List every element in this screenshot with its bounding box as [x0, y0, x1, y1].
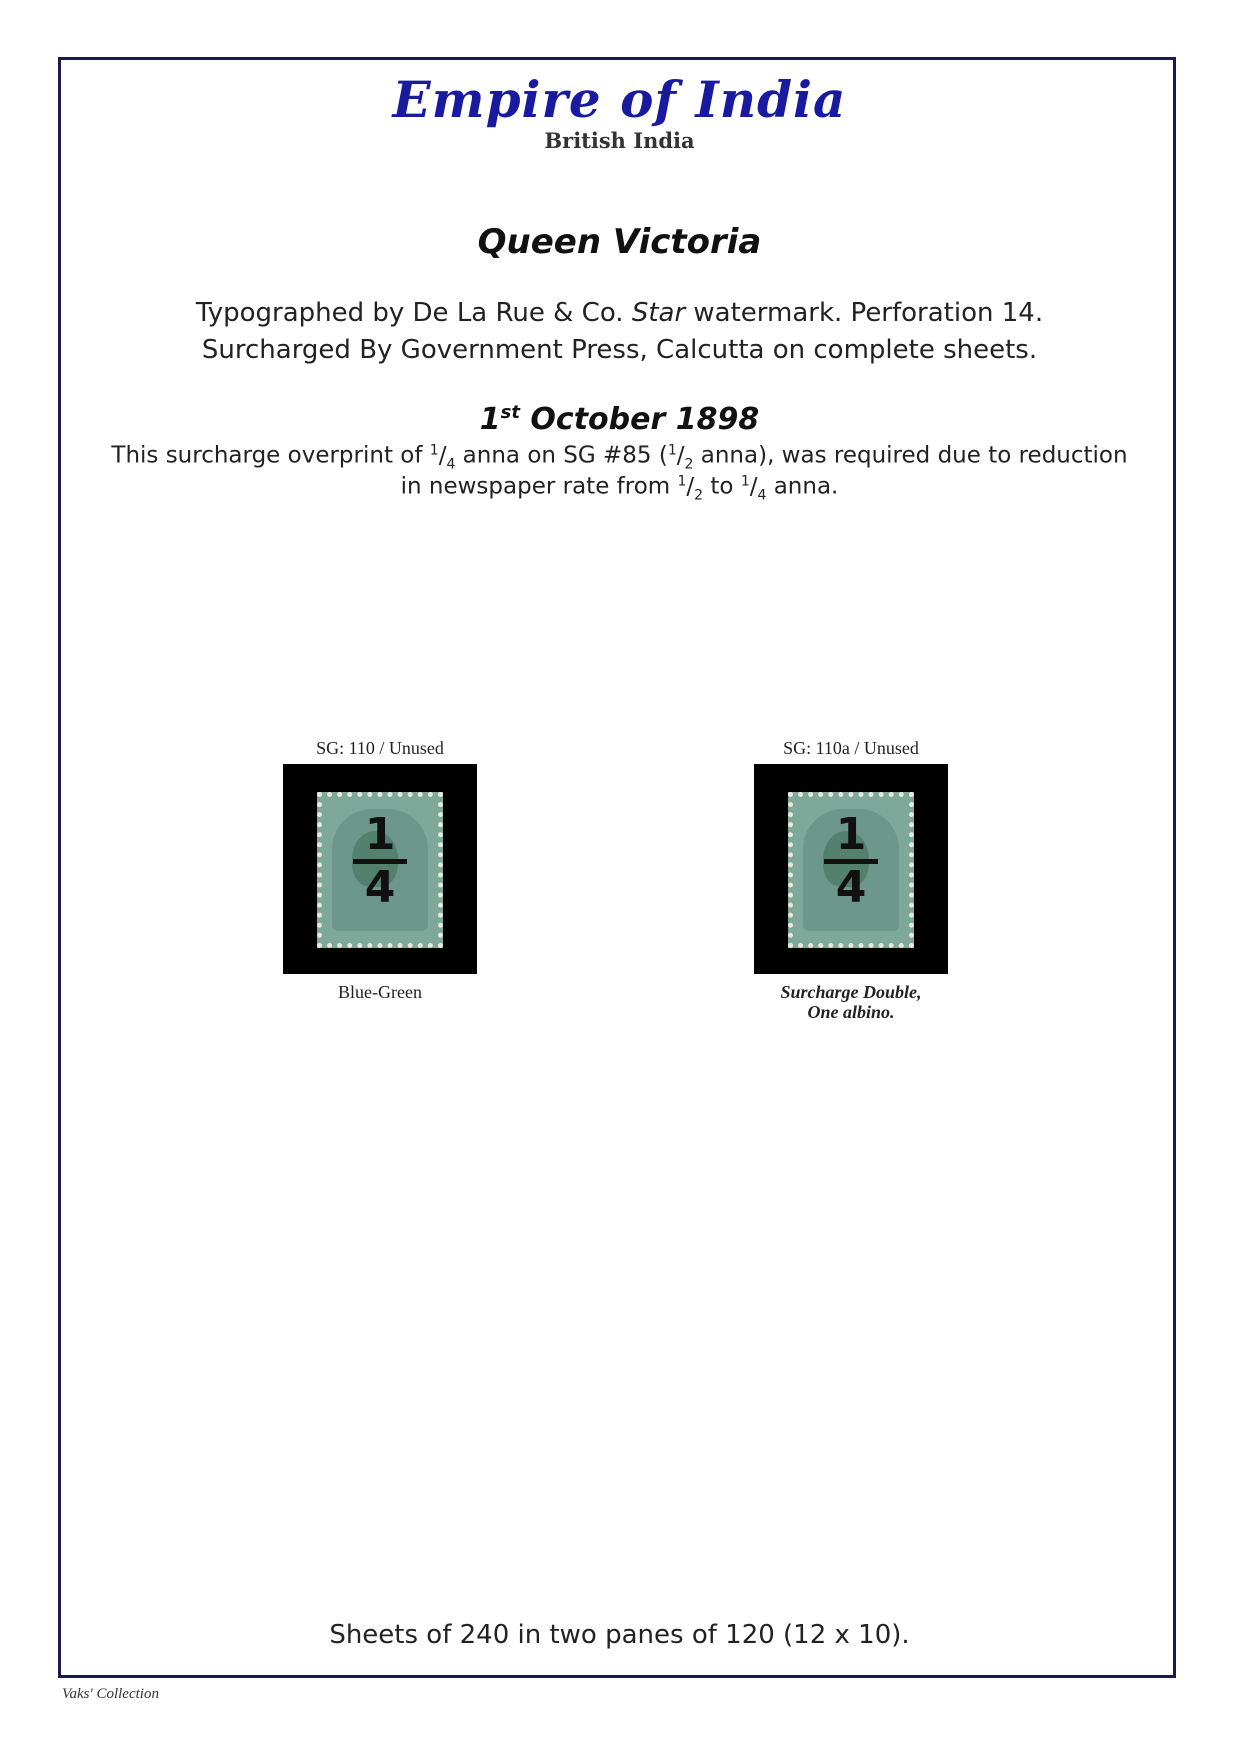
overprint-numerator: 1	[835, 809, 867, 860]
issue-date	[0, 402, 1239, 437]
fraction: $^1/_4$	[429, 442, 456, 473]
fraction-denominator: 2	[694, 487, 704, 504]
stamp-top-caption: SG: 110 / Unused	[316, 738, 444, 758]
fraction: $^1/_4$	[740, 473, 767, 504]
description-line-1	[0, 298, 1239, 328]
overprint-denominator: 4	[364, 862, 396, 913]
sheet-format-note: Sheets of 240 in two panes of 120 (12 x 10).	[329, 1620, 910, 1650]
stamp-bottom-caption	[721, 982, 981, 1022]
fraction-numerator: 1	[740, 473, 750, 489]
header-subtitle: British India	[544, 128, 695, 153]
stamp-bottom-caption: Blue-Green	[338, 982, 422, 1002]
stamp-block-sg110	[250, 738, 510, 1003]
note-text: in newspaper rate from	[400, 473, 678, 500]
stamp-image	[317, 792, 443, 948]
stamp-bottom-caption-line-1: Surcharge Double,	[780, 982, 922, 1002]
header-script-title: Empire of India	[392, 70, 847, 129]
stamp-mount	[754, 764, 948, 974]
stamp-image	[788, 792, 914, 948]
stamp-mount	[283, 764, 477, 974]
fraction-denominator: 4	[446, 456, 456, 473]
note-text: anna.	[766, 473, 839, 500]
description-line-2: Surcharged By Government Press, Calcutta on complete sheets.	[201, 335, 1038, 365]
note-text: This surcharge overprint of	[111, 442, 430, 469]
stamp-block-sg110a	[721, 738, 981, 1022]
fraction: $^1/_2$	[667, 442, 694, 473]
fraction-denominator: 2	[684, 456, 694, 473]
description-line-1-end: watermark. Perforation 14.	[685, 298, 1044, 328]
description-line-1-start: Typographed by De La Rue & Co.	[195, 298, 632, 328]
note-text: anna on SG #85 (	[455, 442, 668, 469]
stamp-bottom-caption-line-2: One albino.	[807, 1002, 895, 1022]
fraction-denominator: 4	[757, 487, 767, 504]
description-star-word: Star	[631, 298, 686, 328]
issue-date-suffix: st	[500, 402, 520, 423]
page-title: Queen Victoria	[477, 222, 762, 262]
note-line-1	[0, 442, 1239, 472]
fraction: $^1/_2$	[677, 473, 704, 504]
fraction-numerator: 1	[667, 442, 677, 458]
overprint-denominator: 4	[835, 862, 867, 913]
overprint-numerator: 1	[364, 809, 396, 860]
fraction-numerator: 1	[429, 442, 439, 458]
issue-date-day: 1	[479, 402, 501, 437]
stamp-top-caption: SG: 110a / Unused	[783, 738, 919, 758]
surcharge-overprint	[322, 811, 438, 912]
surcharge-overprint	[793, 811, 909, 912]
note-text: anna), was required due to reduction	[693, 442, 1128, 469]
collection-credit: Vaks' Collection	[62, 1686, 159, 1702]
issue-date-rest: October 1898	[519, 402, 760, 437]
note-line-2	[0, 473, 1239, 503]
note-text: to	[703, 473, 741, 500]
fraction-numerator: 1	[677, 473, 687, 489]
